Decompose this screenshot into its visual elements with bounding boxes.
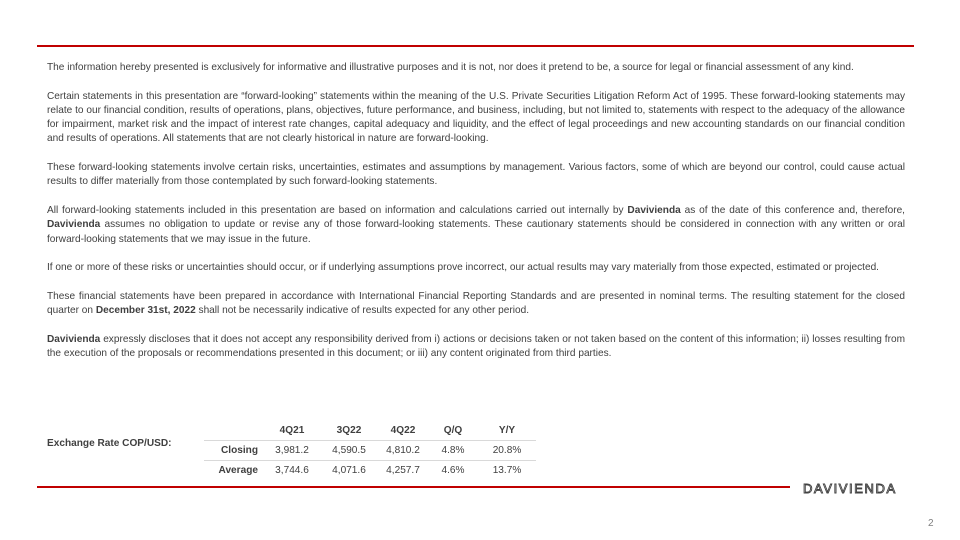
exchange-rate-table — [204, 421, 536, 480]
company-name: Davivienda — [627, 204, 681, 216]
table-cell: 4.6% — [441, 465, 465, 476]
text-run: shall not be necessarily indicative of results expected for any other period. — [195, 305, 529, 317]
text-run: as of the date of this conference and, therefore, — [680, 204, 905, 216]
company-name: Davivienda — [47, 333, 101, 345]
disclaimer-paragraph-5: If one or more of these risks or uncertainties should occur, or if underlying assumptions prove incorrect, our actual results may vary materially from those expected, estimated or projected. — [47, 262, 879, 274]
column-header: 3Q22 — [320, 421, 378, 441]
top-divider — [37, 45, 914, 47]
column-header: 4Q22 — [378, 421, 428, 441]
table-cell: 3,981.2 — [264, 441, 320, 461]
table-cell: 4,257.7 — [386, 465, 420, 476]
table-cell: 3,744.6 — [275, 465, 309, 476]
logo-wordmark: DAVIVIENDA — [803, 481, 897, 496]
company-name: Davivienda — [47, 219, 101, 231]
disclaimer-text — [47, 61, 905, 361]
table-cell: 4,071.6 — [332, 465, 366, 476]
disclaimer-paragraph-7 — [47, 333, 905, 362]
bottom-divider — [37, 486, 790, 488]
disclaimer-paragraph-6 — [47, 290, 905, 319]
disclaimer-paragraph-1: The information hereby presented is exclusively for informative and illustrative purposes and it is not, nor does it pretend to be, a source for legal or financial assessment of any kind. — [47, 62, 854, 73]
table-header-row — [204, 421, 536, 441]
davivienda-logo — [803, 478, 919, 498]
table-row — [204, 461, 536, 481]
disclaimer-paragraph-4 — [47, 204, 905, 247]
text-run: assumes no obligation to update or revise any of those forward-looking statements. These cautionary statements should be considered in connection with any written or oral forward-looking statements that we may issue in the future. — [47, 219, 905, 245]
row-label: Closing — [204, 441, 264, 461]
column-header: Q/Q — [428, 421, 478, 441]
column-header: 4Q21 — [264, 421, 320, 441]
table-row — [204, 441, 536, 461]
table-cell: 4,590.5 — [320, 441, 378, 461]
period-date: December 31st, 2022 — [95, 305, 196, 317]
table-cell: 13.7% — [492, 465, 522, 476]
table-corner — [204, 421, 264, 441]
text-run: These financial statements have been prepared in accordance with International Financial Reporting Standards and are presented in nominal terms. The resulting statement for the closed quarter on — [47, 290, 905, 317]
table-cell: 20.8% — [478, 441, 536, 461]
row-label: Average — [218, 465, 258, 476]
page-number: 2 — [928, 518, 934, 529]
disclaimer-paragraph-2: Certain statements in this presentation are “forward-looking” statements within the meaning of the U.S. Private Securities Litigation Reform Act of 1995. These forward-looking statements may relate to our financial condition, results of operations, plans, objectives, future performance, and business, including, but not limited to, statements with respect to the adequacy of the allowance for impairment, market risk and the impact of interest rate changes, capital adequacy and liquidity, and the effect of legal proceedings and new accounting standards on our financial condition and results of operations. All statements that are not clearly historical in nature are forward-looking. — [47, 90, 905, 145]
text-run: All forward-looking statements included in this presentation are based on information and calculations carried out internally by — [47, 204, 628, 216]
table-cell: 4.8% — [428, 441, 478, 461]
text-run: expressly discloses that it does not accept any responsibility derived from i) actions or decisions taken or not taken based on the content of this information; ii) losses resulting from the execution of the proposals or recommendations presented in this document; or iii) any content originated from third parties. — [47, 333, 905, 359]
exchange-rate-label: Exchange Rate COP/USD: — [47, 438, 172, 449]
table-cell: 4,810.2 — [378, 441, 428, 461]
column-header: Y/Y — [478, 421, 536, 441]
disclaimer-paragraph-3: These forward-looking statements involve certain risks, uncertainties, estimates and assumptions by management. Various factors, some of which are beyond our control, could cause actual results to differ materially from those contemplated by such forward-looking statements. — [47, 162, 905, 188]
